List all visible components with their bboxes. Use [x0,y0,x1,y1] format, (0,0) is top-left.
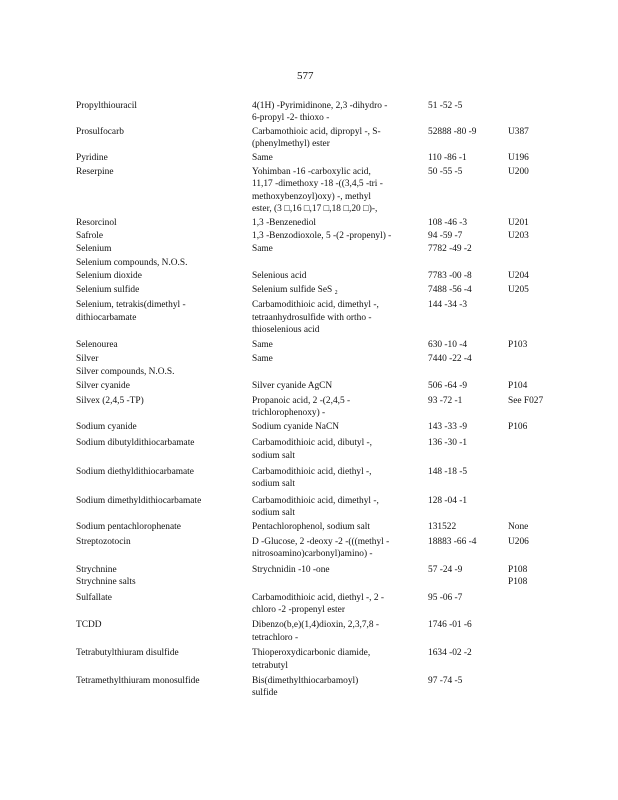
table-row [76,243,546,255]
cas-number: 95 -06 -7 [428,592,463,603]
cas-number: 1746 -01 -6 [428,620,472,631]
chemical-name: Strychnidin -10 -one [252,564,330,575]
table-row [76,675,546,700]
table-row [76,126,546,151]
waste-code: U387 [508,126,529,137]
waste-code: U203 [508,231,529,242]
waste-code: U200 [508,167,529,178]
substance-name: Silver [76,353,99,364]
substance-name: Sodium dimethyldithiocarbamate [76,495,202,506]
chemical-name: Selenium sulfide SeS ₂ [252,284,338,295]
substance-name: Prosulfocarb [76,126,124,137]
substance-name: TCDD [76,620,102,631]
chemical-name: Carbamothioic acid, dipropyl -, S- (phenylmethyl) ester [252,126,381,150]
cas-number: 94 -59 -7 [428,231,463,242]
substance-name: Propylthiouracil [76,101,137,111]
table-row [76,421,546,433]
table-row [76,166,546,216]
chemical-name: Selenious acid [252,271,307,282]
waste-code: P106 [508,421,528,432]
table-row [76,230,546,242]
cas-number: 57 -24 -9 [428,564,463,575]
substance-name: Selenium sulfide [76,284,140,295]
substance-name: Sodium diethyldithiocarbamate [76,466,194,477]
chemical-name: Sodium cyanide NaCN [252,421,339,432]
table-row [76,257,546,269]
chemical-name: 4(1H) -Pyrimidinone, 2,3 -dihydro - 6-propyl -2- thioxo - [252,101,388,124]
chemical-name: Same [252,340,273,351]
table-row [76,152,546,164]
table-row [76,217,546,229]
chemical-name: Pentachlorophenol, sodium salt [252,521,370,532]
substance-name: Resorcinol [76,217,117,228]
waste-code: P104 [508,380,528,391]
cas-number: 144 -34 -3 [428,300,468,311]
substance-name: Pyridine [76,152,108,163]
chemical-name: Same [252,244,273,255]
cas-number: 108 -46 -3 [428,217,468,228]
chemical-name: Same [252,152,273,163]
cas-number: 136 -30 -1 [428,438,468,449]
table-row [76,100,546,125]
table-row [76,353,546,365]
table-row [76,592,546,617]
substance-name: Sodium pentachlorophenate [76,521,181,532]
waste-code: U196 [508,152,529,163]
cas-number: 128 -04 -1 [428,495,468,506]
table-row [76,366,546,378]
substance-name: Sodium dibutyldithiocarbamate [76,438,195,449]
chemical-name: 1,3 -Benzenediol [252,217,317,228]
cas-number: 630 -10 -4 [428,340,468,351]
cas-number: 7782 -49 -2 [428,244,472,255]
substance-name: Selenium compounds, N.O.S. [76,257,188,268]
cas-number: 51 -52 -5 [428,101,463,111]
substance-name: Selenourea [76,340,118,351]
table-row [76,380,546,392]
table-row [76,619,546,644]
cas-number: 93 -72 -1 [428,395,463,406]
chemical-name: Carbamodithioic acid, dimethyl -, tetraanhydrosulfide with ortho - thioselenious acid [252,300,379,335]
substance-name: Tetramethylthiuram monosulfide [76,676,200,687]
table-row [76,495,546,520]
cas-number: 110 -86 -1 [428,152,467,163]
waste-code: P103 [508,340,528,351]
chemical-name: Same [252,353,273,364]
page-number: 577 [297,70,314,82]
substance-name: Selenium [76,244,112,255]
table-row [76,284,546,296]
substance-name: Sulfallate [76,592,112,603]
table-row [76,536,546,561]
table-row [76,564,546,589]
table-row [76,299,546,336]
hazardous-substance-table [76,100,546,701]
cas-number: 506 -64 -9 [428,380,468,391]
waste-code: U201 [508,217,529,228]
substance-name: Silvex (2,4,5 -TP) [76,395,144,406]
chemical-name: Dibenzo(b,e)(1,4)dioxin, 2,3,7,8 - tetrachloro - [252,620,380,643]
substance-name: Safrole [76,231,104,242]
substance-name: Selenium, tetrakis(dimethyl - dithiocarbamate [76,300,186,323]
chemical-name: Carbamodithioic acid, dibutyl -, sodium salt [252,438,373,461]
chemical-name: 1,3 -Benzodioxole, 5 -(2 -propenyl) - [252,231,392,242]
cas-number: 7783 -00 -8 [428,271,472,282]
cas-number: 50 -55 -5 [428,167,463,178]
cas-number: 7488 -56 -4 [428,284,472,295]
chemical-name: Bis(dimethylthiocarbamoyl) sulfide [252,676,359,699]
chemical-name: Carbamodithioic acid, diethyl -, sodium salt [252,466,372,490]
table-row [76,521,546,533]
table-row [76,270,546,282]
substance-name: Sodium cyanide [76,421,137,432]
cas-number: 97 -74 -5 [428,676,463,687]
waste-code: See F027 [508,395,544,406]
table-row [76,647,546,672]
cas-number: 148 -18 -5 [428,466,468,477]
table-row [76,466,546,491]
table-row [76,395,546,420]
cas-number: 131522 [428,521,457,532]
chemical-name: Thioperoxydicarbonic diamide, tetrabutyl [252,648,371,671]
cas-number: 52888 -80 -9 [428,126,477,137]
substance-name: Tetrabutylthiuram disulfide [76,648,179,659]
substance-name: Silver cyanide [76,380,130,391]
table-row [76,437,546,462]
substance-name: Streptozotocin [76,537,131,547]
waste-code: U206 [508,537,529,547]
chemical-name: Carbamodithioic acid, diethyl -, 2 - chloro -2 -propenyl ester [252,592,384,616]
cas-number: 1634 -02 -2 [428,648,472,659]
chemical-name: D -Glucose, 2 -deoxy -2 -(((methyl - nitrosoamino)carbonyl)amino) - [252,537,390,560]
chemical-name: Propanoic acid, 2 -(2,4,5 - trichlorophenoxy) - [252,395,351,419]
chemical-name: Silver cyanide AgCN [252,380,333,391]
waste-code: U204 [508,271,529,282]
cas-number: 7440 -22 -4 [428,353,472,364]
substance-name: Strychnine Strychnine salts [76,564,136,588]
waste-code: P108 P108 [508,564,528,588]
cas-number: 143 -33 -9 [428,421,468,432]
waste-code: None [508,521,529,532]
cas-number: 18883 -66 -4 [428,537,477,547]
substance-name: Reserpine [76,167,114,178]
chemical-name: Yohimban -16 -carboxylic acid, 11,17 -dimethoxy -18 -((3,4,5 -tri - methoxybenzoyl)oxy) -, methyl ester, (3 □,16 □,17 □,18 □,20 □)-, [252,167,383,215]
substance-name: Silver compounds, N.O.S. [76,367,175,378]
waste-code: U205 [508,284,529,295]
table-row [76,339,546,351]
substance-name: Selenium dioxide [76,271,142,282]
chemical-name: Carbamodithioic acid, dimethyl -, sodium salt [252,495,379,519]
